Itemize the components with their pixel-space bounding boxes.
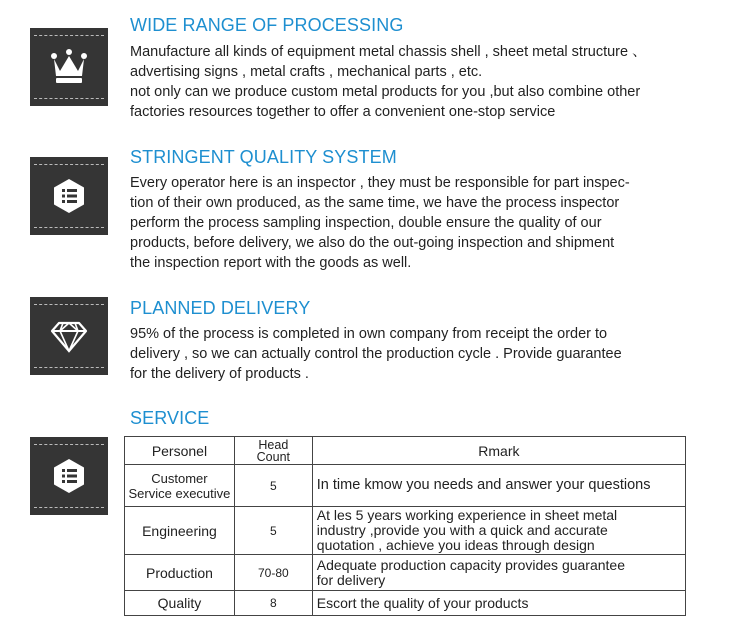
header-head-count: Head Count (234, 437, 312, 465)
diamond-icon (49, 316, 89, 356)
list-hexagon-icon (49, 176, 89, 216)
section-text-delivery: 95% of the process is completed in own company from receipt the order to delivery , so we can actually control the production cycle . Provide guarantee for the delivery of products . (130, 326, 622, 382)
personel-cell: Production (125, 555, 235, 591)
service-table (124, 436, 686, 616)
count-cell: 5 (234, 465, 312, 507)
section-title-processing: WIDE RANGE OF PROCESSING (130, 15, 404, 35)
count-cell: 5 (234, 507, 312, 555)
remark-cell: At les 5 years working experience in sheet metal industry ,provide you with a quick and accurate quotation , achieve you ideas through design (312, 507, 685, 555)
table-row (125, 555, 686, 591)
remark-cell: In time kmow you needs and answer your questions (312, 465, 685, 507)
table-row (125, 465, 686, 507)
table-row (125, 591, 686, 616)
table-row (125, 507, 686, 555)
remark-cell: Escort the quality of your products (312, 591, 685, 616)
personel-cell: Quality (125, 591, 235, 616)
section-text-quality: Every operator here is an inspector , they must be responsible for part inspec- tion of their own produced, as the same time, we have the process inspector perform the process sampling inspection, double ensure the quality of our products, before delivery, we also do the out-going inspection and shipment the inspection report with the goods as well. (130, 175, 630, 271)
crown-icon (49, 47, 89, 87)
header-personel: Personel (125, 437, 235, 465)
personel-cell: Engineering (125, 507, 235, 555)
count-cell: 70-80 (234, 555, 312, 591)
header-remark: Rmark (312, 437, 685, 465)
processing-icon-box (30, 28, 108, 106)
remark-cell: Adequate production capacity provides guarantee for delivery (312, 555, 685, 591)
section-title-delivery: PLANNED DELIVERY (130, 298, 311, 318)
section-title-service: SERVICE (130, 408, 210, 428)
personel-cell: Customer Service executive (125, 465, 235, 507)
quality-icon-box (30, 157, 108, 235)
list-hexagon-icon (49, 456, 89, 496)
delivery-icon-box (30, 297, 108, 375)
count-cell: 8 (234, 591, 312, 616)
section-title-quality: STRINGENT QUALITY SYSTEM (130, 147, 397, 167)
section-text-processing: Manufacture all kinds of equipment metal chassis shell , sheet metal structure 、 advertising signs , metal crafts , mechanical parts , etc. not only can we produce custom metal products for you ,but also combine other factories resources together to offer a convenient one-stop service (130, 44, 647, 120)
service-icon-box (30, 437, 108, 515)
table-header-row (125, 437, 686, 465)
